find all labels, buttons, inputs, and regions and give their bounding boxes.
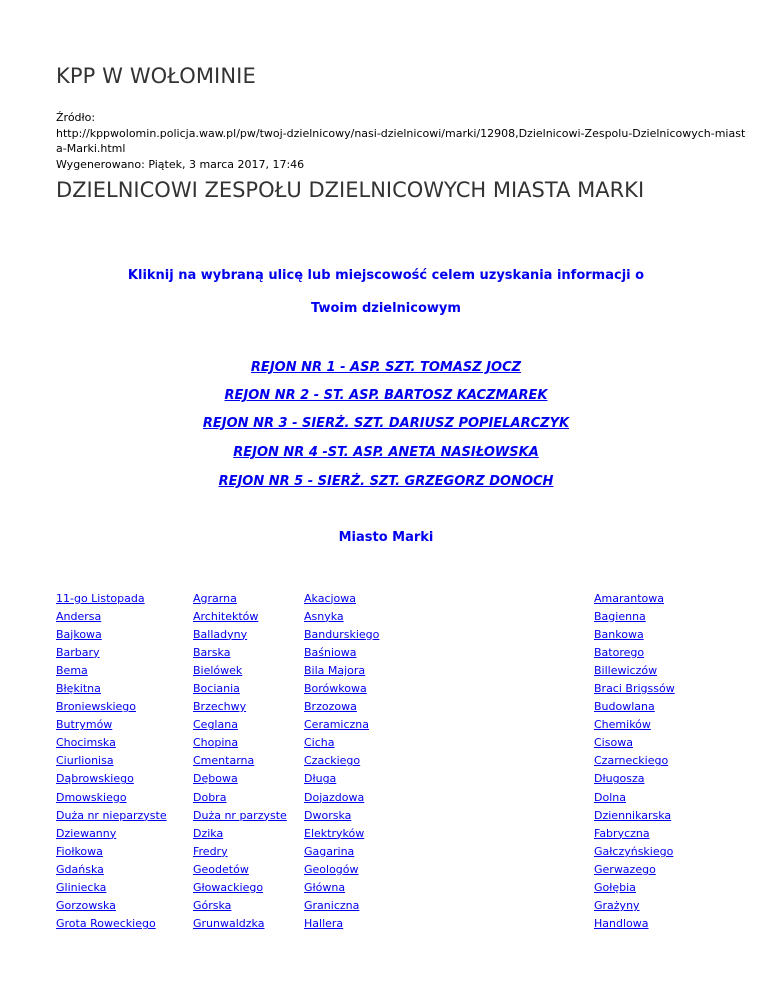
street-cell xyxy=(304,716,594,734)
street-cell xyxy=(193,607,304,625)
street-link[interactable]: Dziewanny xyxy=(56,826,117,840)
street-link[interactable]: Graniczna xyxy=(304,899,360,913)
street-cell xyxy=(594,698,716,716)
street-link[interactable]: Bema xyxy=(56,663,88,677)
street-cell xyxy=(304,607,594,625)
street-cell xyxy=(594,589,716,607)
street-cell xyxy=(193,625,304,643)
street-link[interactable]: Cicha xyxy=(304,736,335,750)
rejon-2 xyxy=(56,388,716,403)
street-cell xyxy=(304,860,594,878)
street-cell xyxy=(594,788,716,806)
street-link[interactable]: Fabryczna xyxy=(594,826,650,840)
street-link[interactable]: Elektryków xyxy=(304,826,365,840)
street-link[interactable]: Ceramiczna xyxy=(304,718,370,732)
street-cell xyxy=(193,734,304,752)
rejon-4 xyxy=(56,445,716,460)
street-cell xyxy=(56,625,193,643)
source-url-line2: a-Marki.html xyxy=(56,142,126,155)
street-link[interactable]: Dworska xyxy=(304,808,352,822)
street-cell xyxy=(304,824,594,842)
street-link[interactable]: Grota Roweckiego xyxy=(56,917,156,931)
table-row xyxy=(56,643,716,661)
street-link[interactable]: Duża nr parzyste xyxy=(193,808,287,822)
street-cell xyxy=(193,806,304,824)
street-cell xyxy=(193,842,304,860)
street-cell xyxy=(193,897,304,915)
street-cell xyxy=(594,625,716,643)
street-link[interactable]: Dmowskiego xyxy=(56,790,127,804)
source-url-line1: http://kppwolomin.policja.waw.pl/pw/twoj-dzielnicowy/nasi-dzielnicowi/marki/12908,Dzielnicowi-Zespolu-Dzielnicowych-miast xyxy=(56,126,746,140)
street-link[interactable]: Billewiczów xyxy=(594,663,658,677)
street-cell xyxy=(193,770,304,788)
page-title: KPP W WOŁOMINIE xyxy=(56,64,256,88)
street-cell xyxy=(56,679,193,697)
street-cell xyxy=(56,824,193,842)
table-row xyxy=(56,607,716,625)
streets-table xyxy=(56,589,716,933)
street-cell xyxy=(56,842,193,860)
street-link[interactable]: Główna xyxy=(304,881,346,895)
table-row xyxy=(56,788,716,806)
street-cell xyxy=(594,734,716,752)
street-cell xyxy=(594,915,716,933)
street-cell xyxy=(594,770,716,788)
intro-line-2: Twoim dzielnicowym xyxy=(311,301,461,316)
street-link[interactable]: Gerwazego xyxy=(594,862,656,876)
street-cell xyxy=(193,698,304,716)
street-link[interactable]: Gołębia xyxy=(594,881,636,895)
street-cell xyxy=(304,806,594,824)
street-link[interactable]: Baśniowa xyxy=(304,645,357,659)
street-link[interactable]: Dojazdowa xyxy=(304,790,365,804)
street-link[interactable]: Brzechwy xyxy=(193,700,247,714)
street-link[interactable]: Górska xyxy=(193,899,232,913)
street-cell xyxy=(594,661,716,679)
street-cell xyxy=(56,698,193,716)
street-cell xyxy=(304,679,594,697)
table-row xyxy=(56,661,716,679)
street-cell xyxy=(193,860,304,878)
table-row xyxy=(56,679,716,697)
street-cell xyxy=(56,607,193,625)
street-cell xyxy=(193,589,304,607)
street-cell xyxy=(304,698,594,716)
rejon-4-link[interactable]: REJON NR 4 -ST. ASP. ANETA NASIŁOWSKA xyxy=(233,445,539,460)
street-link[interactable]: Brzozowa xyxy=(304,700,357,714)
street-cell xyxy=(56,589,193,607)
street-cell xyxy=(594,643,716,661)
rejon-3-link[interactable]: REJON NR 3 - SIERŻ. SZT. DARIUSZ POPIELARCZYK xyxy=(202,416,570,431)
street-cell xyxy=(304,734,594,752)
table-row xyxy=(56,589,716,607)
street-link[interactable]: Geodetów xyxy=(193,862,249,876)
table-row xyxy=(56,879,716,897)
street-link[interactable]: Duża nr nieparzyste xyxy=(56,808,167,822)
street-link[interactable]: Bila Majora xyxy=(304,663,366,677)
street-cell xyxy=(193,879,304,897)
street-link[interactable]: Długosza xyxy=(594,772,645,786)
street-link[interactable]: Barbary xyxy=(56,645,100,659)
street-cell xyxy=(594,607,716,625)
street-link[interactable]: Błękitna xyxy=(56,682,101,696)
street-cell xyxy=(304,661,594,679)
rejon-2-link[interactable]: REJON NR 2 - ST. ASP. BARTOSZ KACZMAREK xyxy=(224,388,548,403)
street-cell xyxy=(594,716,716,734)
street-cell xyxy=(193,915,304,933)
street-link[interactable]: Dzika xyxy=(193,826,224,840)
source-label: Źródło: xyxy=(56,111,96,124)
street-link[interactable]: Grunwaldzka xyxy=(193,917,265,931)
street-cell xyxy=(594,842,716,860)
street-cell xyxy=(56,661,193,679)
street-cell xyxy=(56,752,193,770)
street-link[interactable]: Gorzowska xyxy=(56,899,116,913)
street-cell xyxy=(56,879,193,897)
street-link[interactable]: Gliniecka xyxy=(56,881,107,895)
street-cell xyxy=(193,661,304,679)
street-link[interactable]: Dąbrowskiego xyxy=(56,772,134,786)
street-link[interactable]: Cisowa xyxy=(594,736,633,750)
street-link[interactable]: Fiołkowa xyxy=(56,844,103,858)
table-row xyxy=(56,698,716,716)
street-cell xyxy=(56,770,193,788)
street-link[interactable]: Asnyka xyxy=(304,609,344,623)
street-link[interactable]: Borówkowa xyxy=(304,682,367,696)
street-link[interactable]: Agrarna xyxy=(193,591,237,605)
table-row xyxy=(56,716,716,734)
street-link[interactable]: Akacjowa xyxy=(304,591,357,605)
rejon-3 xyxy=(56,416,716,431)
street-cell xyxy=(193,788,304,806)
street-link[interactable]: Bielówek xyxy=(193,663,243,677)
street-cell xyxy=(56,915,193,933)
street-link[interactable]: Bociania xyxy=(193,682,240,696)
street-link[interactable]: Budowlana xyxy=(594,700,655,714)
street-link[interactable]: 11-go Listopada xyxy=(56,591,145,605)
street-link[interactable]: Bajkowa xyxy=(56,627,102,641)
source-info xyxy=(56,110,745,172)
street-cell xyxy=(594,679,716,697)
street-link[interactable]: Grażyny xyxy=(594,899,640,913)
street-link[interactable]: Batorego xyxy=(594,645,645,659)
street-link[interactable]: Dębowa xyxy=(193,772,238,786)
street-cell xyxy=(304,752,594,770)
street-link[interactable]: Butrymów xyxy=(56,718,113,732)
street-link[interactable]: Dobra xyxy=(193,790,227,804)
street-cell xyxy=(304,770,594,788)
street-cell xyxy=(56,897,193,915)
street-link[interactable]: Amarantowa xyxy=(594,591,664,605)
street-cell xyxy=(304,897,594,915)
street-link[interactable]: Ceglana xyxy=(193,718,238,732)
table-row xyxy=(56,752,716,770)
street-cell xyxy=(594,897,716,915)
street-link[interactable]: Andersa xyxy=(56,609,102,623)
rejon-5-link[interactable]: REJON NR 5 - SIERŻ. SZT. GRZEGORZ DONOCH xyxy=(218,474,554,489)
street-cell xyxy=(304,788,594,806)
street-link[interactable]: Cmentarna xyxy=(193,754,255,768)
street-link[interactable]: Broniewskiego xyxy=(56,700,136,714)
street-link[interactable]: Braci Brigssów xyxy=(594,682,675,696)
rejon-5 xyxy=(56,474,716,489)
street-cell xyxy=(193,752,304,770)
street-cell xyxy=(304,625,594,643)
street-cell xyxy=(304,842,594,860)
street-cell xyxy=(56,716,193,734)
street-cell xyxy=(56,734,193,752)
table-row xyxy=(56,770,716,788)
rejon-1-link[interactable]: REJON NR 1 - ASP. SZT. TOMASZ JOCZ xyxy=(250,360,522,375)
street-cell xyxy=(594,806,716,824)
street-link[interactable]: Barska xyxy=(193,645,231,659)
street-link[interactable]: Chopina xyxy=(193,736,239,750)
street-link[interactable]: Handlowa xyxy=(594,917,649,931)
street-link[interactable]: Fredry xyxy=(193,844,228,858)
street-link[interactable]: Geologów xyxy=(304,862,359,876)
intro-line-1: Kliknij na wybraną ulicę lub miejscowość celem uzyskania informacji o xyxy=(127,268,645,283)
street-link[interactable]: Chocimska xyxy=(56,736,116,750)
street-cell xyxy=(594,824,716,842)
street-link[interactable]: Hallera xyxy=(304,917,344,931)
table-row xyxy=(56,824,716,842)
street-cell xyxy=(56,788,193,806)
street-link[interactable]: Gałczyńskiego xyxy=(594,844,674,858)
street-link[interactable]: Chemików xyxy=(594,718,651,732)
street-link[interactable]: Czarneckiego xyxy=(594,754,669,768)
street-cell xyxy=(56,806,193,824)
street-cell xyxy=(594,752,716,770)
section-title: DZIELNICOWI ZESPOŁU DZIELNICOWYCH MIASTA MARKI xyxy=(56,178,645,202)
table-row xyxy=(56,915,716,933)
street-link[interactable]: Gdańska xyxy=(56,862,104,876)
street-cell xyxy=(56,860,193,878)
street-link[interactable]: Bankowa xyxy=(594,627,644,641)
street-cell xyxy=(594,860,716,878)
street-link[interactable]: Dziennikarska xyxy=(594,808,672,822)
street-link[interactable]: Bagienna xyxy=(594,609,646,623)
table-row xyxy=(56,734,716,752)
street-cell xyxy=(594,879,716,897)
street-cell xyxy=(193,679,304,697)
street-link[interactable]: Ciurlionisa xyxy=(56,754,114,768)
street-link[interactable]: Gagarina xyxy=(304,844,355,858)
street-link[interactable]: Czackiego xyxy=(304,754,361,768)
table-row xyxy=(56,842,716,860)
table-row xyxy=(56,897,716,915)
street-cell xyxy=(193,824,304,842)
rejon-1 xyxy=(56,360,716,375)
table-row xyxy=(56,860,716,878)
street-link[interactable]: Długa xyxy=(304,772,337,786)
street-cell xyxy=(304,915,594,933)
street-link[interactable]: Głowackiego xyxy=(193,881,264,895)
street-link[interactable]: Dolna xyxy=(594,790,626,804)
street-cell xyxy=(193,643,304,661)
city-heading: Miasto Marki xyxy=(338,530,434,545)
street-cell xyxy=(56,643,193,661)
street-cell xyxy=(304,879,594,897)
generated-date: Wygenerowano: Piątek, 3 marca 2017, 17:46 xyxy=(56,157,305,171)
street-cell xyxy=(193,716,304,734)
table-row xyxy=(56,625,716,643)
street-link[interactable]: Bandurskiego xyxy=(304,627,380,641)
street-link[interactable]: Architektów xyxy=(193,609,259,623)
street-cell xyxy=(304,589,594,607)
street-cell xyxy=(304,643,594,661)
street-link[interactable]: Balladyny xyxy=(193,627,248,641)
table-row xyxy=(56,806,716,824)
